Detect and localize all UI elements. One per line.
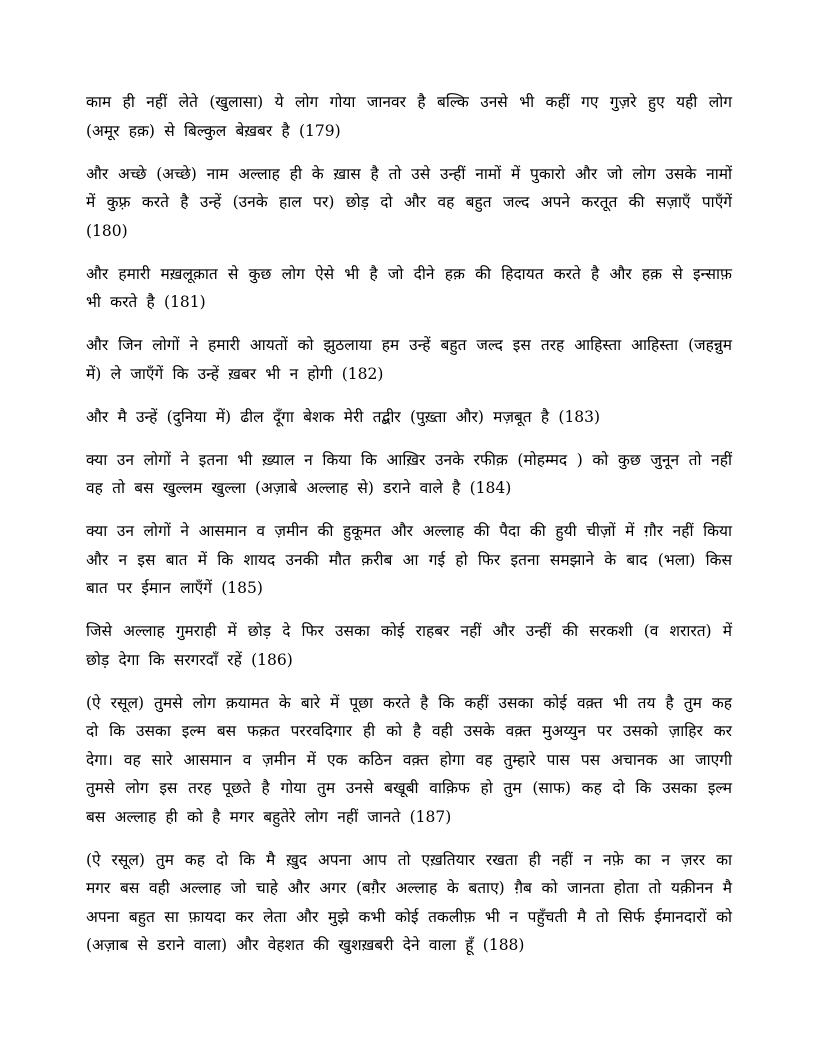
paragraph-verse-187: (ऐ रसूल) तुमसे लोग क़यामत के बारे में पूछा करते है कि कहीं उसका कोई वक़्त भी तय है तुम कह दो कि उसका इल्म बस फक़त पररवदिगार ही को है वही उसके वक़्त मुअय्युन पर उसको ज़ाहिर कर देगा। वह सारे आसमान व ज़मीन में एक कठिन वक़्त होगा वह तुम्हारे पास पस अचानक आ जाएगी तुमसे लोग इस तरह पूछते है गोया तुम उनसे बखूबी वाक़िफ हो तुम (साफ) कह दो कि उसका इल्म बस अल्लाह ही को है मगर बहुतेरे लोग नहीं जानते (187) <box>86 693 732 826</box>
paragraph-verse-180: और अच्छे (अच्छे) नाम अल्लाह ही के ख़ास है तो उसे उन्हीं नामों में पुकारो और जो लोग उसके नामों में कुफ़्र करते है उन्हें (उनके हाल पर) छोड़ दो और वह बहुत जल्द अपने करतूत की सज़ाएँ पाएँगें (180) <box>86 164 732 240</box>
paragraph-verse-182: और जिन लोगों ने हमारी आयतों को झुठलाया हम उन्हें बहुत जल्द इस तरह आहिस्ता आहिस्ता (जहन्नुम में) ले जाएँगें कि उन्हें ख़बर भी न होगी (182) <box>86 336 732 383</box>
paragraph-verse-188: (ऐ रसूल) तुम कह दो कि मै ख़ुद अपना आप तो एख़तियार रखता ही नहीं न नफ़े का न ज़रर का मगर बस वही अल्लाह जो चाहे और अगर (बग़ैर अल्लाह के बताए) ग़ैब को जानता होता तो यक़ीनन मै अपना बहुत सा फ़ायदा कर लेता और मुझे कभी कोई तकलीफ़ भी न पहुँचती मै तो सिर्फ ईमानदारों को (अज़ाब से डराने वाला) और वेहशत की खुशख़बरी देने वाला हूँ (188) <box>86 850 732 954</box>
paragraph-verse-186: जिसे अल्लाह गुमराही में छोड़ दे फिर उसका कोई राहबर नहीं और उन्हीं की सरकशी (व शरारत) में छोड़ देगा कि सरगरदाँ रहें (186) <box>86 622 732 669</box>
paragraph-verse-184: क्या उन लोगों ने इतना भी ख़्याल न किया कि आख़िर उनके रफीक़ (मोहम्मद ) को कुछ जुनून तो नहीं वह तो बस खुल्लम खुल्ला (अज़ाबे अल्लाह से) डराने वाले है (184) <box>86 450 732 497</box>
paragraph-verse-181: और हमारी मख़लूक़ात से कुछ लोग ऐसे भी है जो दीने हक़ की हिदायत करते है और हक़ से इन्साफ़ भी करते है (181) <box>86 264 732 311</box>
paragraph-verse-179: काम ही नहीं लेते (खुलासा) ये लोग गोया जानवर है बल्कि उनसे भी कहीं गए गुज़रे हुए यही लोग (अमूर हक़) से बिल्कुल बेख़बर है (179) <box>86 93 732 140</box>
paragraph-verse-185: क्या उन लोगों ने आसमान व ज़मीन की हुकूमत और अल्लाह की पैदा की हुयी चीज़ों में ग़ौर नहीं किया और न इस बात में कि शायद उनकी मौत क़रीब आ गई हो फिर इतना समझाने के बाद (भला) किस बात पर ईमान लाएँगें (185) <box>86 522 732 597</box>
paragraph-verse-183: और मै उन्हें (दुनिया में) ढील दूँगा बेशक मेरी तद्बीर (पुख़्ता और) मज़बूत है (183) <box>86 407 601 426</box>
